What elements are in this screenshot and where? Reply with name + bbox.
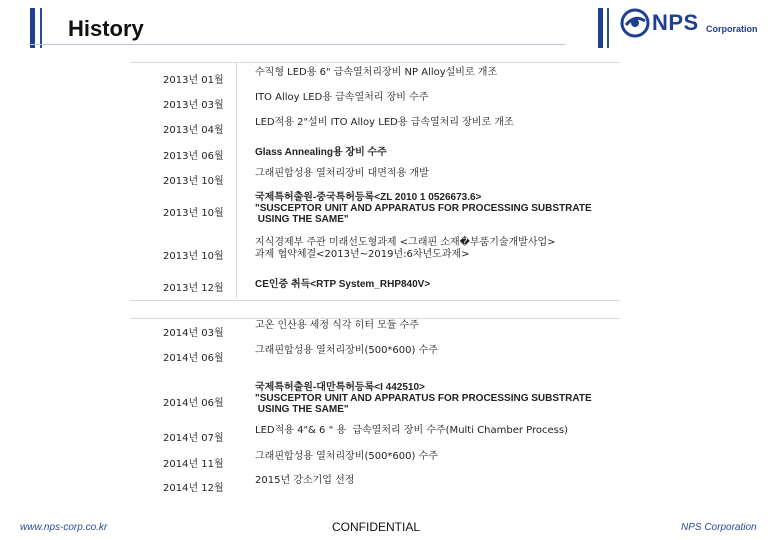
history-date: 2013년 10월 [163,176,224,187]
top-rule [130,62,620,63]
history-date: 2014년 06월 [163,353,224,364]
history-date: 2013년 03월 [163,100,224,111]
history-description [255,275,430,290]
history-date: 2014년 07월 [163,433,224,444]
history-description [255,378,592,415]
history-description [255,188,592,225]
logo-brand: NPS [652,10,699,35]
history-description-line: CE인증 취득<RTP System_RHP840V> [255,279,431,290]
history-date: 2014년 11월 [163,459,224,470]
history-description [255,92,428,104]
history-description-line: 수직형 LED용 6" 급속열처리장비 NP Alloy설비로 개조 [255,67,498,78]
history-description [255,143,387,158]
history-description [255,237,556,261]
footer-website[interactable]: www.nps-corp.co.kr [20,522,108,533]
history-description-line: "SUSCEPTOR UNIT AND APPARATUS FOR PROCESSING SUBSTRATE [255,203,592,214]
history-description-line: 국제특허출원-중국특허등록<ZL 2010 1 0526673.6> [255,192,482,203]
history-description-line: USING THE SAME" [255,214,349,225]
history-description-line: LED적용 4"& 6 " 용 급속열처리 장비 수주(Multi Chamber Process) [255,425,568,436]
history-date: 2013년 10월 [163,208,224,219]
history-description-line: 그래핀합성용 열처리장비(500*600) 수주 [255,345,438,356]
history-description-line: 그래핀합성용 열처리장비 대면적용 개발 [255,168,429,179]
timeline-divider [236,62,237,298]
history-description [255,67,497,79]
history-description-line: 그래핀합성용 열처리장비(500*600) 수주 [255,451,438,462]
history-date: 2013년 01월 [163,75,224,86]
history-description [255,425,568,437]
title-accent-bar [30,8,35,48]
history-description-line: ITO Alloy LED용 급속열처리 장비 수주 [255,92,429,103]
history-description [255,320,419,332]
footer-company: NPS Corporation [681,522,757,533]
history-description-line: USING THE SAME" [255,404,349,415]
history-description-line: Glass Annealing용 장비 수주 [255,147,387,158]
history-description-line: 지식경제부 주관 미래선도형과제 <그래핀 소재�부품기술개발사업> [255,237,556,248]
history-date: 2013년 10월 [163,251,224,262]
logo-suffix: Corporation [706,24,758,34]
company-logo [620,8,770,42]
history-description-line: 2015년 강소기업 선정 [255,475,355,486]
history-date: 2013년 04월 [163,125,224,136]
history-date: 2014년 06월 [163,398,224,409]
logo-accent-bar-thin [607,8,609,48]
history-description-line: "SUSCEPTOR UNIT AND APPARATUS FOR PROCESSING SUBSTRATE [255,393,592,404]
title-accent-bar-thin [40,8,42,48]
title-underline [30,44,565,45]
history-description-line: LED적용 2"설비 ITO Alloy LED용 급속열처리 장비로 개조 [255,117,514,128]
history-date: 2013년 06월 [163,151,224,162]
history-description-line: 국제특허출원-대만특허등록<I 442510> [255,382,425,393]
year-separator-2 [130,318,620,319]
page-title: History [68,16,144,41]
footer-confidential: CONFIDENTIAL [332,520,421,534]
history-date: 2014년 03월 [163,328,224,339]
history-description-line: 과제 협약체결<2013년~2019년:6차년도과제> [255,249,470,260]
nps-logo-icon [620,8,650,38]
logo-accent-bar [598,8,603,48]
history-description [255,475,354,487]
history-description-line: 고온 인산용 세정 식각 히터 모듈 수주 [255,320,419,331]
history-date: 2013년 12월 [163,283,224,294]
history-description [255,345,438,357]
history-description [255,168,429,180]
history-description [255,451,438,463]
history-date: 2014년 12월 [163,483,224,494]
history-description [255,117,514,129]
year-separator [130,300,620,301]
